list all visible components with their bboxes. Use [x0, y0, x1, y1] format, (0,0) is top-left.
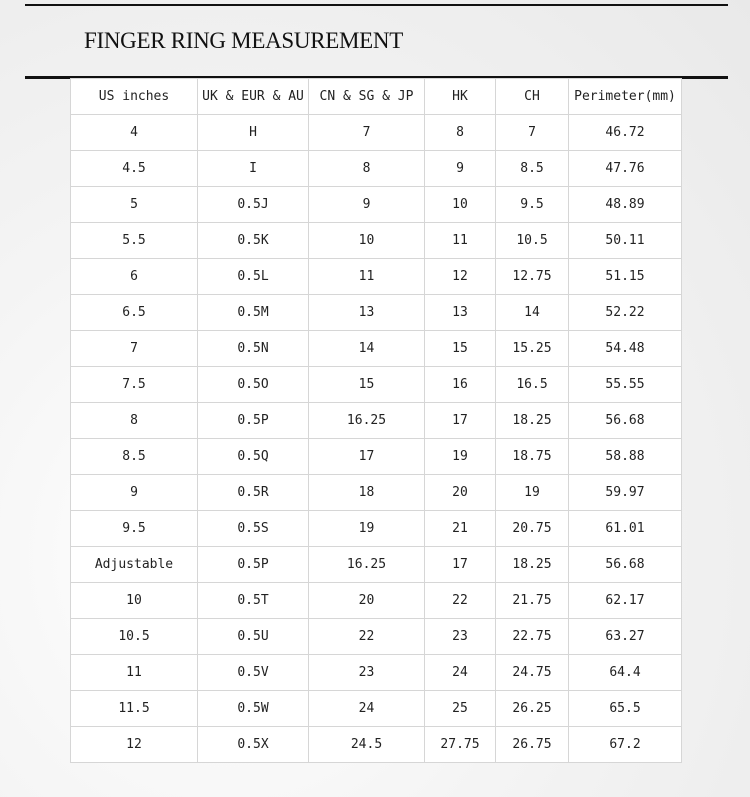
cell-ch: 8.5 — [496, 151, 569, 187]
cell-uk-eur-au: 0.5X — [198, 727, 309, 763]
cell-perimeter: 50.11 — [569, 223, 682, 259]
table-row — [71, 619, 682, 655]
table-row — [71, 655, 682, 691]
cell-uk-eur-au: 0.5U — [198, 619, 309, 655]
cell-perimeter: 56.68 — [569, 403, 682, 439]
column-header-perimeter: Perimeter(mm) — [569, 79, 682, 115]
cell-perimeter: 59.97 — [569, 475, 682, 511]
cell-ch: 18.25 — [496, 547, 569, 583]
cell-cn-sg-jp: 13 — [309, 295, 425, 331]
cell-hk: 16 — [425, 367, 496, 403]
table-row — [71, 583, 682, 619]
column-header-cn-sg-jp: CN & SG & JP — [309, 79, 425, 115]
cell-perimeter: 55.55 — [569, 367, 682, 403]
cell-uk-eur-au: 0.5W — [198, 691, 309, 727]
column-header-us: US inches — [71, 79, 198, 115]
cell-cn-sg-jp: 9 — [309, 187, 425, 223]
cell-ch: 22.75 — [496, 619, 569, 655]
cell-hk: 23 — [425, 619, 496, 655]
cell-cn-sg-jp: 11 — [309, 259, 425, 295]
table-row — [71, 187, 682, 223]
cell-perimeter: 54.48 — [569, 331, 682, 367]
cell-cn-sg-jp: 17 — [309, 439, 425, 475]
cell-uk-eur-au: 0.5S — [198, 511, 309, 547]
table-row — [71, 151, 682, 187]
cell-ch: 18.25 — [496, 403, 569, 439]
cell-cn-sg-jp: 23 — [309, 655, 425, 691]
cell-ch: 14 — [496, 295, 569, 331]
cell-us: 4 — [71, 115, 198, 151]
table-row — [71, 475, 682, 511]
table-row — [71, 691, 682, 727]
table-row — [71, 727, 682, 763]
cell-hk: 25 — [425, 691, 496, 727]
cell-ch: 21.75 — [496, 583, 569, 619]
cell-ch: 19 — [496, 475, 569, 511]
cell-uk-eur-au: 0.5J — [198, 187, 309, 223]
cell-hk: 24 — [425, 655, 496, 691]
cell-us: 8.5 — [71, 439, 198, 475]
table-row — [71, 367, 682, 403]
cell-ch: 24.75 — [496, 655, 569, 691]
cell-uk-eur-au: 0.5T — [198, 583, 309, 619]
cell-cn-sg-jp: 22 — [309, 619, 425, 655]
cell-us: 5 — [71, 187, 198, 223]
cell-hk: 11 — [425, 223, 496, 259]
top-divider — [25, 4, 728, 6]
cell-cn-sg-jp: 19 — [309, 511, 425, 547]
column-header-ch: CH — [496, 79, 569, 115]
table-row — [71, 223, 682, 259]
cell-ch: 16.5 — [496, 367, 569, 403]
cell-uk-eur-au: 0.5R — [198, 475, 309, 511]
table-row — [71, 115, 682, 151]
cell-perimeter: 61.01 — [569, 511, 682, 547]
cell-hk: 12 — [425, 259, 496, 295]
cell-cn-sg-jp: 10 — [309, 223, 425, 259]
cell-uk-eur-au: 0.5Q — [198, 439, 309, 475]
cell-uk-eur-au: 0.5P — [198, 547, 309, 583]
cell-hk: 10 — [425, 187, 496, 223]
cell-cn-sg-jp: 15 — [309, 367, 425, 403]
cell-perimeter: 47.76 — [569, 151, 682, 187]
cell-uk-eur-au: 0.5L — [198, 259, 309, 295]
cell-uk-eur-au: 0.5M — [198, 295, 309, 331]
cell-uk-eur-au: 0.5O — [198, 367, 309, 403]
cell-uk-eur-au: 0.5P — [198, 403, 309, 439]
cell-hk: 15 — [425, 331, 496, 367]
table-row — [71, 547, 682, 583]
cell-us: 11.5 — [71, 691, 198, 727]
cell-ch: 9.5 — [496, 187, 569, 223]
cell-ch: 26.25 — [496, 691, 569, 727]
cell-perimeter: 67.2 — [569, 727, 682, 763]
cell-us: 5.5 — [71, 223, 198, 259]
table-row — [71, 295, 682, 331]
table-header-row — [71, 79, 682, 115]
cell-us: 10 — [71, 583, 198, 619]
cell-cn-sg-jp: 14 — [309, 331, 425, 367]
page-title: FINGER RING MEASUREMENT — [84, 28, 403, 53]
table-body — [71, 115, 682, 763]
table-row — [71, 331, 682, 367]
cell-uk-eur-au: 0.5K — [198, 223, 309, 259]
cell-cn-sg-jp: 24.5 — [309, 727, 425, 763]
cell-us: 9 — [71, 475, 198, 511]
cell-ch: 12.75 — [496, 259, 569, 295]
table-row — [71, 403, 682, 439]
cell-ch: 7 — [496, 115, 569, 151]
cell-us: 10.5 — [71, 619, 198, 655]
cell-hk: 8 — [425, 115, 496, 151]
table-row — [71, 259, 682, 295]
cell-cn-sg-jp: 24 — [309, 691, 425, 727]
cell-ch: 15.25 — [496, 331, 569, 367]
cell-perimeter: 52.22 — [569, 295, 682, 331]
cell-ch: 20.75 — [496, 511, 569, 547]
cell-hk: 21 — [425, 511, 496, 547]
cell-uk-eur-au: 0.5N — [198, 331, 309, 367]
cell-hk: 17 — [425, 403, 496, 439]
cell-ch: 26.75 — [496, 727, 569, 763]
cell-hk: 19 — [425, 439, 496, 475]
cell-ch: 18.75 — [496, 439, 569, 475]
cell-us: 7 — [71, 331, 198, 367]
cell-us: 7.5 — [71, 367, 198, 403]
cell-cn-sg-jp: 7 — [309, 115, 425, 151]
cell-perimeter: 56.68 — [569, 547, 682, 583]
cell-hk: 20 — [425, 475, 496, 511]
cell-perimeter: 65.5 — [569, 691, 682, 727]
cell-perimeter: 48.89 — [569, 187, 682, 223]
cell-us: 9.5 — [71, 511, 198, 547]
cell-perimeter: 64.4 — [569, 655, 682, 691]
cell-uk-eur-au: 0.5V — [198, 655, 309, 691]
cell-cn-sg-jp: 8 — [309, 151, 425, 187]
cell-perimeter: 51.15 — [569, 259, 682, 295]
cell-us: 12 — [71, 727, 198, 763]
cell-us: Adjustable — [71, 547, 198, 583]
table-row — [71, 439, 682, 475]
column-header-hk: HK — [425, 79, 496, 115]
cell-perimeter: 62.17 — [569, 583, 682, 619]
cell-cn-sg-jp: 16.25 — [309, 403, 425, 439]
cell-hk: 27.75 — [425, 727, 496, 763]
column-header-uk-eur-au: UK & EUR & AU — [198, 79, 309, 115]
cell-perimeter: 46.72 — [569, 115, 682, 151]
cell-cn-sg-jp: 16.25 — [309, 547, 425, 583]
table-row — [71, 511, 682, 547]
cell-hk: 22 — [425, 583, 496, 619]
cell-cn-sg-jp: 18 — [309, 475, 425, 511]
cell-hk: 9 — [425, 151, 496, 187]
cell-us: 4.5 — [71, 151, 198, 187]
cell-uk-eur-au: I — [198, 151, 309, 187]
cell-uk-eur-au: H — [198, 115, 309, 151]
cell-hk: 13 — [425, 295, 496, 331]
cell-us: 6.5 — [71, 295, 198, 331]
cell-hk: 17 — [425, 547, 496, 583]
cell-us: 11 — [71, 655, 198, 691]
cell-perimeter: 63.27 — [569, 619, 682, 655]
cell-cn-sg-jp: 20 — [309, 583, 425, 619]
ring-size-table — [70, 78, 682, 763]
cell-perimeter: 58.88 — [569, 439, 682, 475]
cell-ch: 10.5 — [496, 223, 569, 259]
cell-us: 8 — [71, 403, 198, 439]
cell-us: 6 — [71, 259, 198, 295]
